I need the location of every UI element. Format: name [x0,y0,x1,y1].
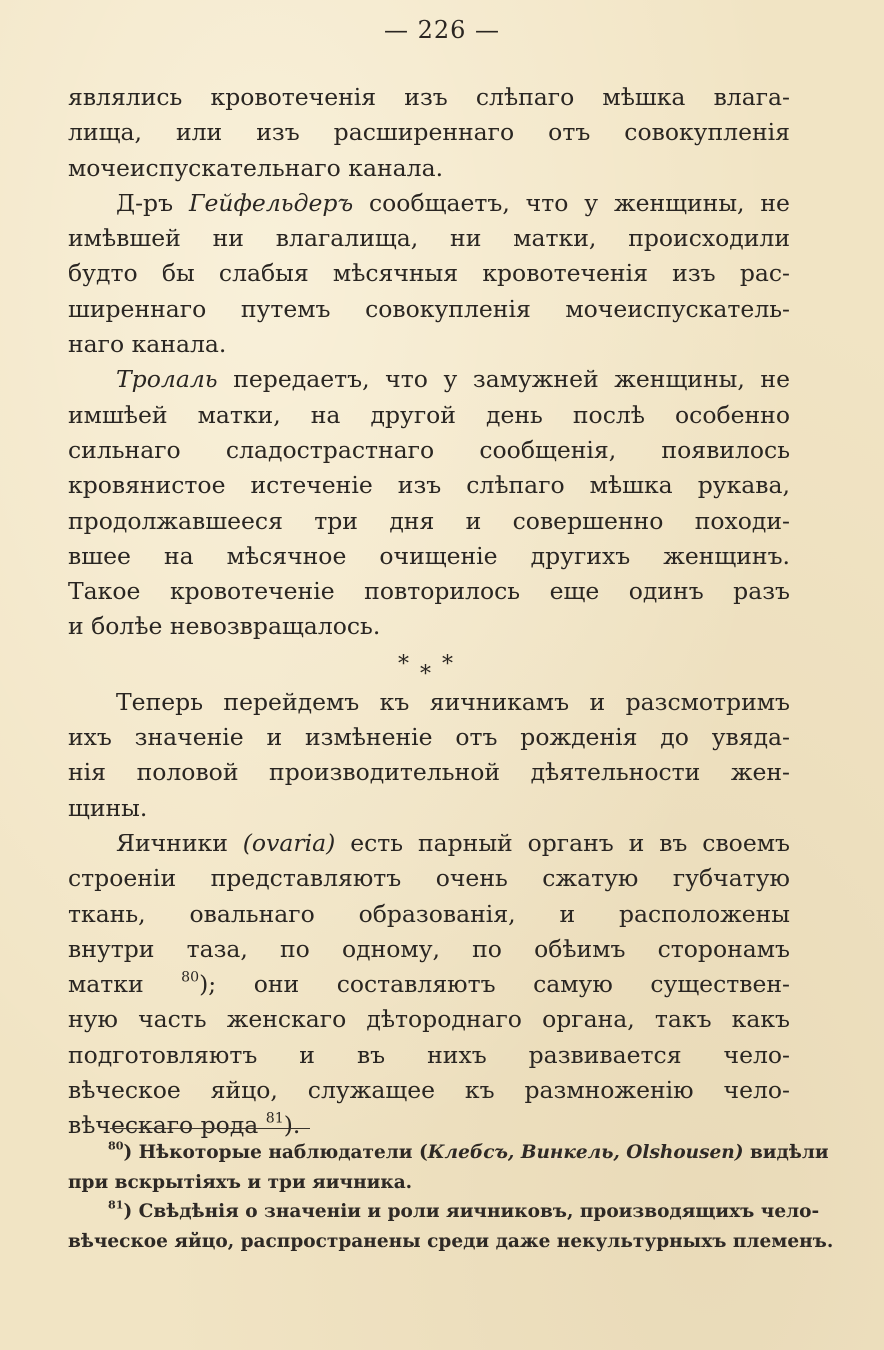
text-line: нія половой производительной дѣятельности жен- [68,758,790,787]
asterism-star: * [420,661,431,687]
text-fragment: матки [68,970,144,999]
footnote-ref[interactable]: 81 [265,1110,284,1127]
text-line [68,362,790,397]
text-line: ную часть женскаго дѣтороднаго органа, такъ какъ [68,1005,790,1034]
text-fragment: передаетъ, что у замужней женщины, не [233,365,790,394]
page-number: — 226 — [383,16,501,44]
footnote-line: вѣческое яйцо, распространены среди даже некультурныхъ племенъ. [68,1230,834,1252]
asterism-star: * [442,651,453,677]
paragraph-3 [68,362,790,644]
latin-term: (ovaria) [242,828,336,857]
asterism-star: * [398,651,409,677]
text-fragment: Яичники [116,828,228,857]
text-line: Такое кровотеченіе повторилось еще одинъ разъ [68,577,790,606]
text-fragment: сообщаетъ, что у женщины, не [369,188,790,217]
text-fragment: ) Нѣкоторые наблюдатели ( [123,1142,428,1163]
footnotes [68,1138,834,1256]
text-line [68,826,790,861]
footnote-divider [110,1128,310,1129]
text-line [68,186,790,221]
text-line: имѣвшей ни влагалища, ни матки, происходили [68,224,790,253]
footnote-number: 81 [108,1198,124,1212]
text-line: кровянистое истеченіе изъ слѣпаго мѣшка рукава, [68,471,790,500]
text-line: ихъ значеніе и измѣненіе отъ рожденія до увяда- [68,723,790,752]
footnote [68,1138,829,1197]
paragraph-2 [68,186,790,362]
text-line: вѣческое яйцо, служащее къ размноженію чело- [68,1076,790,1105]
text-line: строеніи представляютъ очень сжатую губчатую [68,864,790,893]
footnote [68,1197,834,1256]
text-line: продолжавшееся три дня и совершенно походи- [68,506,790,535]
footnote-ref[interactable]: 80 [181,969,200,986]
footnote-line: при вскрытіяхъ и три яичника. [68,1171,413,1193]
text-line: ткань, овальнаго образованія, и расположены [68,899,790,928]
text-line: внутри таза, по одному, по обѣимъ сторонамъ [68,934,790,963]
text-line: сильнаго сладострастнаго сообщенія, появилось [68,435,790,464]
text-fragment: ); они составляютъ самую существен- [199,970,790,999]
footnote-line [68,1138,829,1168]
text-line: и болѣе невозвращалось. [68,612,381,641]
main-text [68,80,790,1144]
text-line: щины. [68,793,148,822]
text-fragment: ) Свѣдѣнія о значеніи и роли яичниковъ, производящихъ чело- [123,1201,820,1222]
paragraph-1 [68,80,790,186]
text-line: мочеиспускательнаго канала. [68,153,444,182]
text-line: вшее на мѣсячное очищеніе другихъ женщинъ. [68,541,790,570]
text-line: лища, или изъ расширеннаго отъ совокупленія [68,118,790,147]
text-fragment: есть парный органъ и въ своемъ [350,828,790,857]
text-line: ширеннаго путемъ совокупленія мочеиспускатель- [68,294,790,323]
text-fragment: вѣческаго рода [68,1111,259,1140]
text-line: будто бы слабыя мѣсячныя кровотеченія изъ рас- [68,259,790,288]
asterism-separator [68,645,790,685]
text-line: являлись кровотеченія изъ слѣпаго мѣшка влага- [68,83,790,111]
text-line [68,967,790,1002]
footnote-line [68,1197,820,1227]
author-name-trolal: Тролаль [116,365,218,394]
paragraph-5 [68,826,790,1144]
text-line: Теперь перейдемъ къ яичникамъ и разсмотримъ [116,687,790,716]
text-fragment: Д-ръ [116,188,174,217]
text-fragment: видѣли [743,1142,829,1163]
author-names: Клебсъ, Винкель, Olshousen) [427,1142,744,1163]
footnote-number: 80 [108,1139,124,1153]
author-name-heifelder: Гейфельдеръ [188,188,354,217]
text-fragment: ). [283,1111,301,1140]
text-line: имшѣей матки, на другой день послѣ особенно [68,400,790,429]
paragraph-4 [68,685,790,826]
text-line: наго канала. [68,330,227,359]
text-line: подготовляютъ и въ нихъ развивается чело- [68,1040,790,1069]
